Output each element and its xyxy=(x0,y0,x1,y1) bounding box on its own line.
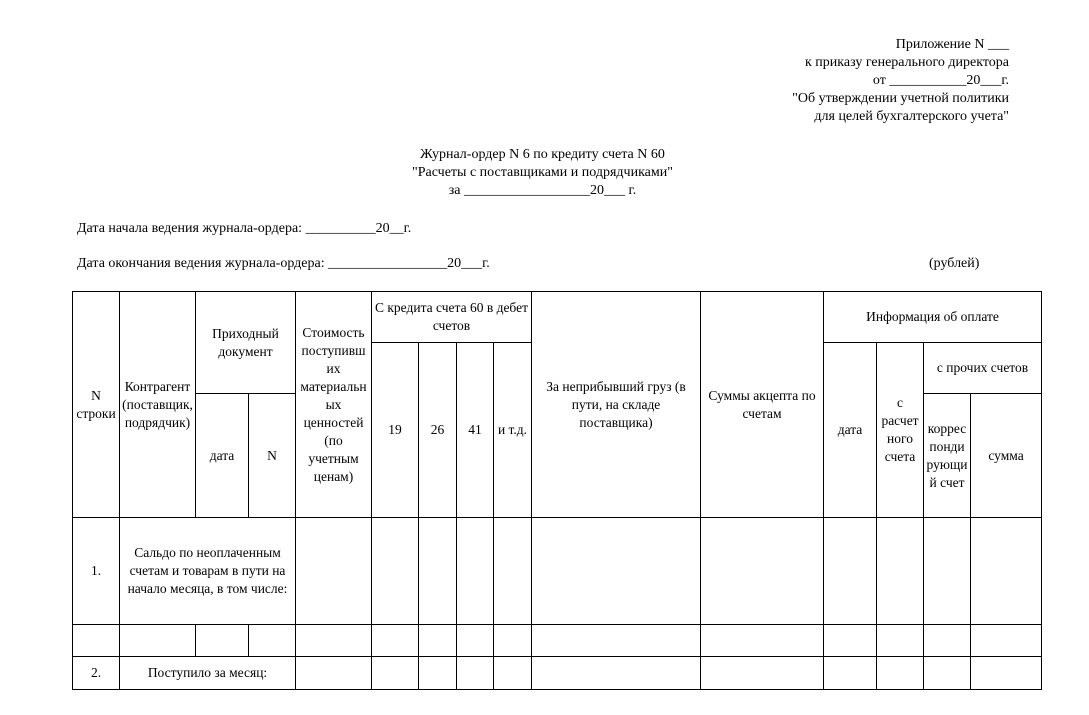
header-account-26: 26 xyxy=(419,343,457,518)
currency-unit: (рублей) xyxy=(929,256,980,271)
title-line-1: Журнал-ордер N 6 по кредиту счета N 60 xyxy=(420,147,665,162)
cell xyxy=(824,625,877,657)
cell xyxy=(824,657,877,690)
header-counterparty: Контрагент (поставщик, подрядчик) xyxy=(120,292,196,518)
cell xyxy=(877,625,924,657)
table-row xyxy=(73,657,1042,690)
cell xyxy=(419,657,457,690)
cell xyxy=(457,657,494,690)
cell xyxy=(971,657,1042,690)
cell xyxy=(924,518,971,625)
header-incoming-document: Приходный документ xyxy=(196,292,296,394)
appendix-line-2: к приказу генерального директора xyxy=(805,55,1009,70)
row-description xyxy=(120,625,196,657)
row-description: Поступило за месяц: xyxy=(120,657,296,690)
cell xyxy=(532,657,701,690)
table-row xyxy=(73,625,1042,657)
header-document-date: дата xyxy=(196,394,249,518)
end-date-line: Дата окончания ведения журнала-ордера: _________________20___г. xyxy=(77,256,490,271)
cell xyxy=(372,657,419,690)
header-document-number: N xyxy=(249,394,296,518)
header-acceptance: Суммы акцепта по счетам xyxy=(701,292,824,518)
header-sum: сумма xyxy=(971,394,1042,518)
cell xyxy=(701,625,824,657)
title-line-3: за __________________20___ г. xyxy=(448,183,637,198)
header-account-41: 41 xyxy=(457,343,494,518)
appendix-line-5: для целей бухгалтерского учета" xyxy=(814,109,1009,124)
cell xyxy=(877,518,924,625)
table-row xyxy=(73,518,1042,625)
cell xyxy=(494,657,532,690)
header-account-etc: и т.д. xyxy=(494,343,532,518)
cell xyxy=(296,625,372,657)
row-number: 2. xyxy=(73,657,120,690)
cell xyxy=(924,657,971,690)
header-row-number: N строки xyxy=(73,292,120,518)
start-date-line: Дата начала ведения журнала-ордера: __________20__г. xyxy=(77,221,412,236)
cell xyxy=(701,657,824,690)
cell xyxy=(372,625,419,657)
header-cost: Стоимость поступивших материальных ценностей (по учетным ценам) xyxy=(296,292,372,518)
header-from-other-accounts: с прочих счетов xyxy=(924,343,1042,394)
header-payment-info: Информация об оплате xyxy=(824,292,1042,343)
cell xyxy=(249,625,296,657)
header-corresponding-account: корреспондирующий счет xyxy=(924,394,971,518)
header-credit-60: С кредита счета 60 в дебет счетов xyxy=(372,292,532,343)
cell xyxy=(824,518,877,625)
cell xyxy=(419,625,457,657)
header-in-transit: За неприбывший груз (в пути, на складе поставщика) xyxy=(532,292,701,518)
cell xyxy=(924,625,971,657)
document-title xyxy=(0,146,1085,200)
cell xyxy=(532,625,701,657)
cell xyxy=(457,625,494,657)
appendix-line-1: Приложение N ___ xyxy=(895,37,1009,52)
row-description: Сальдо по неоплаченным счетам и товарам в пути на начало месяца, в том числе: xyxy=(120,518,296,625)
cell xyxy=(296,518,372,625)
cell xyxy=(457,518,494,625)
cell xyxy=(372,518,419,625)
cell xyxy=(701,518,824,625)
cell xyxy=(532,518,701,625)
cell xyxy=(877,657,924,690)
cell xyxy=(494,625,532,657)
cell xyxy=(196,625,249,657)
header-from-settlement-account: с расчетного счета xyxy=(877,343,924,518)
row-number: 1. xyxy=(73,518,120,625)
journal-table xyxy=(72,291,1042,690)
cell xyxy=(971,518,1042,625)
title-line-2: "Расчеты с поставщиками и подрядчиками" xyxy=(412,165,673,180)
header-account-19: 19 xyxy=(372,343,419,518)
appendix-line-3: от ___________20___г. xyxy=(872,73,1009,88)
appendix-line-4: "Об утверждении учетной политики xyxy=(792,91,1009,106)
cell xyxy=(971,625,1042,657)
cell xyxy=(296,657,372,690)
cell xyxy=(494,518,532,625)
row-number xyxy=(73,625,120,657)
header-payment-date: дата xyxy=(824,343,877,518)
appendix-header xyxy=(792,36,1009,126)
cell xyxy=(419,518,457,625)
